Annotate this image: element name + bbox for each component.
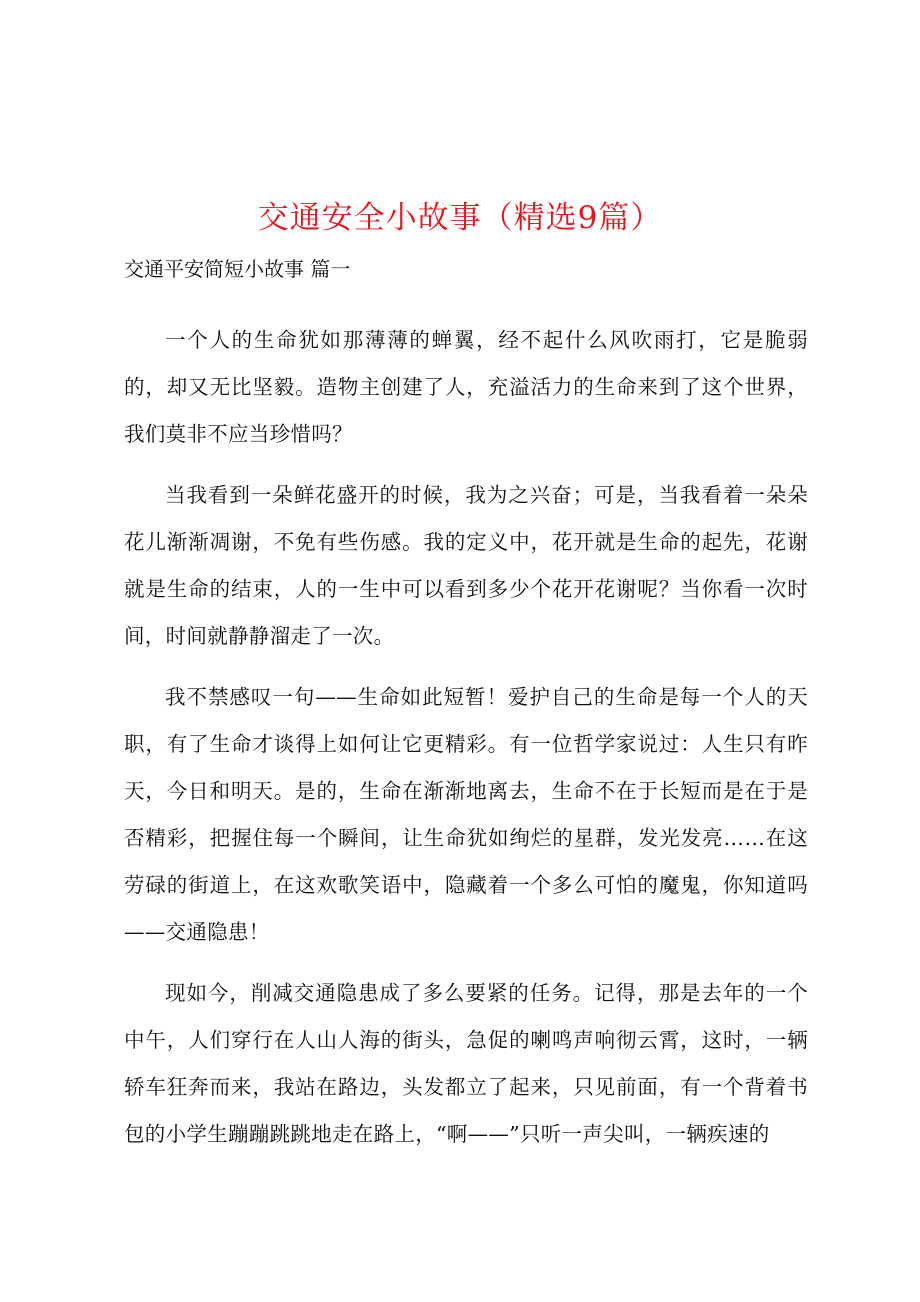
section-heading: 交通平安简短小故事 篇一 bbox=[124, 257, 351, 281]
body-text bbox=[124, 317, 808, 1172]
paragraph-4: 现如今，削减交通隐患成了多么要紧的任务。记得，那是去年的一个中午，人们穿行在人山人海的街头，急促的喇鸣声响彻云霄，这时，一辆轿车狂奔而来，我站在路边，头发都立了起来，只见前面，有一个背着书包的小学生蹦蹦跳跳地走在路上，“啊——”只听一声尖叫，一辆疾速的 bbox=[124, 981, 808, 1146]
paragraph-2: 当我看到一朵鲜花盛开的时候，我为之兴奋；可是，当我看着一朵朵花儿渐渐凋谢，不免有些伤感。我的定义中，花开就是生命的起先，花谢就是生命的结束，人的一生中可以看到多少个花开花谢呢？当你看一次时间，时间就静静溜走了一次。 bbox=[124, 483, 808, 648]
paragraph-1: 一个人的生命犹如那薄薄的蝉翼，经不起什么风吹雨打，它是脆弱的，却又无比坚毅。造物主创建了人，充溢活力的生命来到了这个世界，我们莫非不应当珍惜吗？ bbox=[124, 328, 808, 446]
document-title: 交通安全小故事（精选9篇） bbox=[257, 200, 663, 236]
paragraph-3: 我不禁感叹一句——生命如此短暂！爱护自己的生命是每一个人的天职，有了生命才谈得上如何让它更精彩。有一位哲学家说过：人生只有昨天，今日和明天。是的，生命在渐渐地离去，生命不在于长短而是在于是否精彩，把握住每一个瞬间，让生命犹如绚烂的星群，发光发亮……在这劳碌的街道上，在这欢歌笑语中，隐藏着一个多么可怕的魔鬼，你知道吗——交通隐患！ bbox=[124, 685, 808, 944]
